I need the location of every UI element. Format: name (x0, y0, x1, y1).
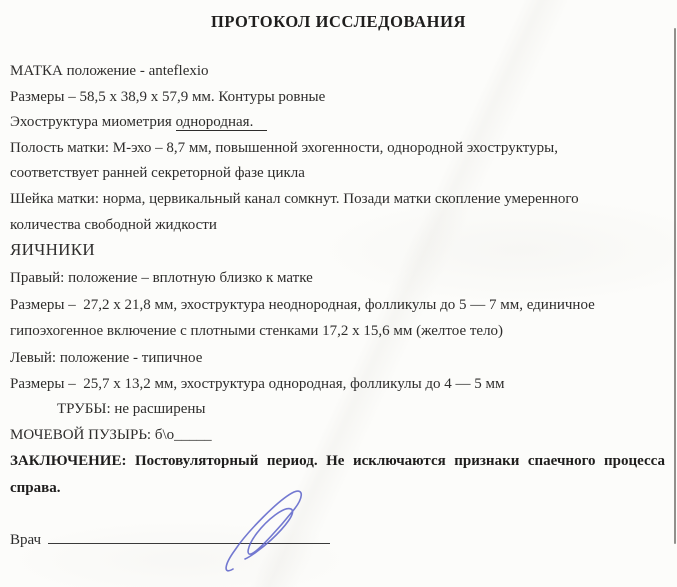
uterus-cavity-line-1: Полость матки: М-эхо – 8,7 мм, повышенной эхогенности, однородной эхоструктуры, (10, 140, 558, 156)
right-ovary-size-line-1: Размеры – 27,2 x 21,8 мм, эхоструктура неоднородная, фолликулы до 5 — 7 мм, единичное (10, 297, 595, 313)
echostructure-underlined-value: однородная. (176, 114, 268, 131)
scan-page-edge (674, 28, 676, 544)
uterus-size-line: Размеры – 58,5 x 38,9 x 57,9 мм. Контуры ровные (10, 89, 326, 105)
right-ovary-position-line: Правый: положение – вплотную близко к матке (10, 270, 313, 286)
left-ovary-size-line: Размеры – 25,7 x 13,2 мм, эхоструктура однородная, фолликулы до 4 — 5 мм (10, 376, 505, 392)
right-ovary-size-line-2: гипоэхогенное включение с плотными стенками 17,2 x 15,6 мм (желтое тело) (10, 323, 504, 339)
uterus-position-line: МАТКА положение - anteflexio (10, 63, 209, 79)
uterus-cavity-line-2: соответствует ранней секреторной фазе цикла (10, 165, 305, 181)
protocol-title: ПРОТОКОЛ ИССЛЕДОВАНИЯ (210, 12, 467, 31)
uterus-echostructure-line (10, 114, 267, 131)
cervix-line-1: Шейка матки: норма, цервикальный канал сомкнут. Позади матки скопление умеренного (10, 191, 579, 207)
ovaries-section-heading: ЯИЧНИКИ (10, 240, 95, 259)
conclusion-line-1: ЗАКЛЮЧЕНИЕ: Постовуляторный период. Не исключаются признаки спаечного процесса (10, 453, 665, 469)
doctor-label: Врач (10, 532, 42, 548)
bladder-line: МОЧЕВОЙ ПУЗЫРЬ: б\о_____ (10, 427, 212, 443)
left-ovary-position-line: Левый: положение - типичное (10, 350, 203, 366)
echostructure-prefix: Эхоструктура миометрия (10, 114, 176, 130)
conclusion-line-2: справа. (10, 480, 61, 496)
tubes-line: ТРУБЫ: не расширены (57, 401, 206, 417)
cervix-line-2: количества свободной жидкости (10, 217, 217, 233)
doctor-signature-ink (195, 476, 335, 576)
